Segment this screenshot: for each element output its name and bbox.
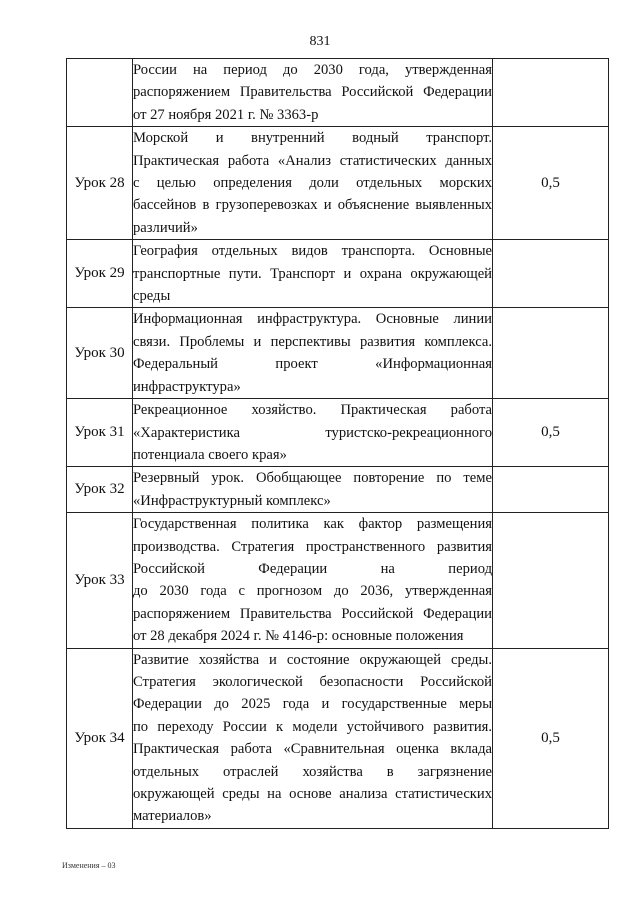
hours-cell: 0,5: [493, 399, 609, 467]
lesson-cell: Урок 32: [67, 467, 133, 513]
topic-cell: [133, 467, 493, 513]
lesson-cell: Урок 30: [67, 308, 133, 399]
topic-line: Резервный урок. Обобщающее повторение по теме: [133, 470, 492, 487]
topic-cell: [133, 59, 493, 127]
topic-cell: [133, 513, 493, 648]
table-row: [67, 127, 609, 240]
topic-line: с целью определения доли отдельных морских: [133, 175, 492, 192]
topic-line: связи. Проблемы и перспективы развития комплекса.: [133, 333, 492, 350]
topic-line: от 27 ноября 2021 г. № 3363-р: [133, 106, 319, 123]
hours-cell: 0,5: [493, 648, 609, 828]
topic-line: Федерации до 2025 года и государственные меры: [133, 696, 492, 713]
topic-line: распоряжением Правительства Российской Федерации: [133, 84, 492, 101]
lesson-cell: Урок 34: [67, 648, 133, 828]
hours-cell: [493, 59, 609, 127]
topic-cell: [133, 240, 493, 308]
hours-cell: [493, 513, 609, 648]
topic-line: Стратегия экологической безопасности Российской: [133, 673, 492, 690]
footer-note: Изменения – 03: [62, 861, 116, 870]
lesson-cell: [67, 59, 133, 127]
topic-line: Федеральный проект «Информационная: [133, 356, 492, 373]
table-row: [67, 648, 609, 828]
topic-line: до 2030 года с прогнозом до 2036, утвержденная: [133, 583, 492, 600]
lesson-cell: Урок 31: [67, 399, 133, 467]
topic-line: распоряжением Правительства Российской Федерации: [133, 605, 492, 622]
topic-cell: [133, 648, 493, 828]
topic-line: География отдельных видов транспорта. Основные: [133, 243, 492, 260]
hours-cell: 0,5: [493, 127, 609, 240]
hours-cell: [493, 467, 609, 513]
curriculum-table-body: [67, 59, 609, 829]
topic-line: Российской Федерации на период: [133, 560, 492, 577]
page-number: 831: [309, 34, 331, 49]
table-row: [67, 308, 609, 399]
lesson-cell: Урок 28: [67, 127, 133, 240]
topic-line: Государственная политика как фактор размещения: [133, 516, 492, 533]
hours-cell: [493, 308, 609, 399]
hours-cell: [493, 240, 609, 308]
table-row: [67, 467, 609, 513]
table-row: [67, 399, 609, 467]
topic-line: окружающей среды на основе анализа статистических: [133, 786, 492, 802]
topic-line: «Характеристика туристско-рекреационного: [133, 424, 492, 441]
topic-line: Развитие хозяйства и состояние окружающей среды.: [133, 651, 492, 668]
topic-line: от 28 декабря 2024 г. № 4146-р: основные положения: [133, 628, 464, 645]
topic-line: Информационная инфраструктура. Основные линии: [133, 311, 492, 328]
topic-line: производства. Стратегия пространственного развития: [133, 538, 492, 555]
topic-line: различий»: [133, 219, 198, 236]
lesson-cell: Урок 33: [67, 513, 133, 648]
topic-line: отдельных отраслей хозяйства в загрязнение: [133, 763, 492, 780]
topic-line: инфраструктура»: [133, 378, 241, 395]
table-row: [67, 59, 609, 127]
topic-line: «Инфраструктурный комплекс»: [133, 492, 331, 509]
topic-line: Морской и внутренний водный транспорт.: [133, 130, 492, 147]
topic-line: потенциала своего края»: [133, 446, 287, 463]
table-row: [67, 240, 609, 308]
curriculum-table: [66, 58, 609, 829]
topic-line: Рекреационное хозяйство. Практическая работа: [133, 402, 492, 419]
topic-line: бассейнов в грузоперевозках и объяснение выявленных: [133, 197, 492, 214]
topic-line: Практическая работа «Сравнительная оценка вклада: [133, 741, 492, 758]
topic-cell: [133, 308, 493, 399]
table-row: [67, 513, 609, 648]
topic-cell: [133, 127, 493, 240]
topic-line: среды: [133, 288, 171, 305]
topic-line: по переходу России к модели устойчивого развития.: [133, 718, 492, 735]
topic-line: транспортные пути. Транспорт и охрана окружающей: [133, 265, 492, 282]
topic-line: Практическая работа «Анализ статистических данных: [133, 152, 492, 169]
topic-line: материалов»: [133, 808, 212, 825]
lesson-cell: Урок 29: [67, 240, 133, 308]
topic-line: России на период до 2030 года, утвержденная: [133, 62, 492, 78]
topic-cell: [133, 399, 493, 467]
